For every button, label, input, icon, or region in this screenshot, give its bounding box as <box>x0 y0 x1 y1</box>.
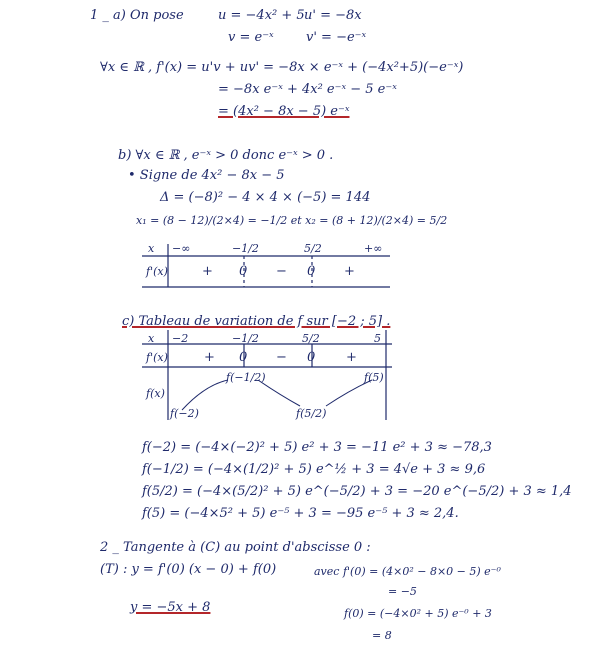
f-value-line-4: f(5) = (−4×5² + 5) e⁻⁵ + 3 = −95 e⁻⁵ + 3 ≈ 2,4. <box>142 506 459 521</box>
f-value-line-2: f(−1/2) = (−4×(1/2)² + 5) e^½ + 3 = 4√e + 3 ≈ 9,6 <box>142 462 486 477</box>
sign-table-f-label: f'(x) <box>146 265 168 278</box>
section-1c-title: c) Tableau de variation de f sur [−2 ; 5] . <box>122 314 391 329</box>
derivative-line-2: = −8x e⁻ˣ + 4x² e⁻ˣ − 5 e⁻ˣ <box>218 82 397 97</box>
f-value-b: f(−1/2) <box>226 371 266 384</box>
var-table-x0: −2 <box>172 332 189 345</box>
derivative-line-3: = (4x² − 8x − 5) e⁻ˣ <box>218 104 350 119</box>
delta-line: Δ = (−8)² − 4 × 4 × (−5) = 144 <box>160 190 371 205</box>
f-0-result: = 8 <box>372 629 392 642</box>
section-2-title: 2 _ Tangente à (C) au point d'abscisse 0 : <box>100 540 371 555</box>
tangent-answer: y = −5x + 8 <box>130 600 211 615</box>
sign-zero-1: 0 <box>239 264 248 279</box>
v-prime: v' = −e⁻ˣ <box>306 30 367 45</box>
roots-line: x₁ = (8 − 12)/(2×4) = −1/2 et x₂ = (8 + 12)/(2×4) = 5/2 <box>136 214 448 227</box>
var-sign-zero-1: 0 <box>239 350 248 365</box>
f-value-a: f(−2) <box>170 407 199 420</box>
u-definition: u = −4x² + 5 <box>218 8 305 23</box>
sign-table-x-label: x <box>148 242 155 255</box>
f-0: f(0) = (−4×0² + 5) e⁻⁰ + 3 <box>344 607 492 620</box>
sign-minus: − <box>276 264 287 279</box>
sign-table-x0: −∞ <box>172 242 191 255</box>
u-prime: u' = −8x <box>304 8 362 23</box>
var-table-x-label: x <box>148 332 155 345</box>
sign-zero-2: 0 <box>307 264 316 279</box>
tangent-equation: (T) : y = f'(0) (x − 0) + f(0) <box>100 562 277 577</box>
var-table-x3: 5 <box>374 332 381 345</box>
var-sign-plus-1: + <box>204 350 215 365</box>
sign-title: • Signe de 4x² − 8x − 5 <box>128 168 285 183</box>
var-table-x1: −1/2 <box>232 332 259 345</box>
f-prime-0: avec f'(0) = (4×0² − 8×0 − 5) e⁻⁰ <box>314 565 501 578</box>
f-value-d: f(5) <box>364 371 384 384</box>
sign-table-x1: −1/2 <box>232 242 259 255</box>
var-table-x2: 5/2 <box>302 332 320 345</box>
sign-plus-1: + <box>202 264 213 279</box>
var-table-f-label: f(x) <box>146 387 165 400</box>
var-sign-plus-2: + <box>346 350 357 365</box>
sign-table-x3: +∞ <box>364 242 383 255</box>
derivative-line-1: ∀x ∈ ℝ , f'(x) = u'v + uv' = −8x × e⁻ˣ + (−4x²+5)(−e⁻ˣ) <box>100 60 464 75</box>
var-sign-minus: − <box>276 350 287 365</box>
section-1b-line: b) ∀x ∈ ℝ , e⁻ˣ > 0 donc e⁻ˣ > 0 . <box>118 148 334 163</box>
f-value-line-1: f(−2) = (−4×(−2)² + 5) e² + 3 = −11 e² + 3 ≈ −78,3 <box>142 440 492 455</box>
section-1a-title: 1 _ a) On pose <box>90 8 184 23</box>
f-value-line-3: f(5/2) = (−4×(5/2)² + 5) e^(−5/2) + 3 = −20 e^(−5/2) + 3 ≈ 1,4 <box>142 484 572 499</box>
f-prime-0-result: = −5 <box>388 585 417 598</box>
var-table-fp-label: f'(x) <box>146 351 168 364</box>
v-definition: v = e⁻ˣ <box>228 30 274 45</box>
sign-plus-2: + <box>344 264 355 279</box>
sign-table-x2: 5/2 <box>304 242 322 255</box>
f-value-c: f(5/2) <box>296 407 327 420</box>
var-sign-zero-2: 0 <box>307 350 316 365</box>
